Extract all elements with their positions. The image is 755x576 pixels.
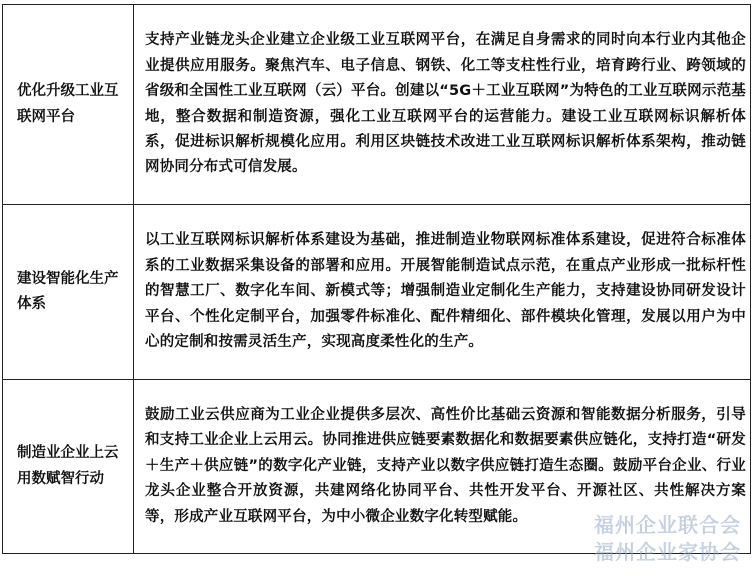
watermark-line-2: 福州企业家协会 (594, 540, 741, 564)
row-content: 支持产业链龙头企业建立企业级工业互联网平台，在满足自身需求的同时向本行业内其他企业提供应用服务。聚焦汽车、电子信息、钢铁、化工等支柱性行业，培育跨行业、跨领域的省级和全国性工业互联网（云）平台。创建以“5G＋工业互联网”为特色的工业互联网示范基地，整合数据和制造资源，强化工业互联网平台的运营能力。建设工业互联网标识解析体系，促进标识解析规模化应用。利用区块链技术改进工业互联网标识解析体系架构，推动链网协同分布式可信发展。 (134, 5, 751, 205)
watermark-line-1: 福州企业联合会 (594, 513, 741, 537)
row-content: 鼓励工业云供应商为工业企业提供多层次、高性价比基础云资源和智能数据分析服务，引导和支持工业企业上云用云。协同推进供应链要素数据化和数据要素供应链化，支持打造“研发＋生产＋供应链”的数字化产业链，支持产业以数字供应链打造生态圈。鼓励平台企业、行业龙头企业整合开放资源，共建网络化协同平台、共性开发平台、开源社区、共性解决方案等，形成产业互联网平台，为中小微企业数字化转型赋能。 (134, 380, 751, 554)
table-row (3, 5, 751, 205)
policy-table (2, 4, 751, 554)
row-label: 优化升级工业互联网平台 (3, 5, 134, 205)
row-label: 制造业企业上云用数赋智行动 (3, 380, 134, 554)
row-label: 建设智能化生产体系 (3, 205, 134, 380)
row-content: 以工业互联网标识解析体系建设为基础，推进制造业物联网标准体系建设，促进符合标准体系的工业数据采集设备的部署和应用。开展智能制造试点示范，在重点产业形成一批标杆性的智慧工厂、数字化车间、新模式等；增强制造业定制化生产能力，支持建设协同研发设计平台、个性化定制平台，加强零件标准化、配件精细化、部件模块化管理，发展以用户为中心的定制和按需灵活生产，实现高度柔性化的生产。 (134, 205, 751, 380)
table-row (3, 205, 751, 380)
table-row (3, 380, 751, 554)
